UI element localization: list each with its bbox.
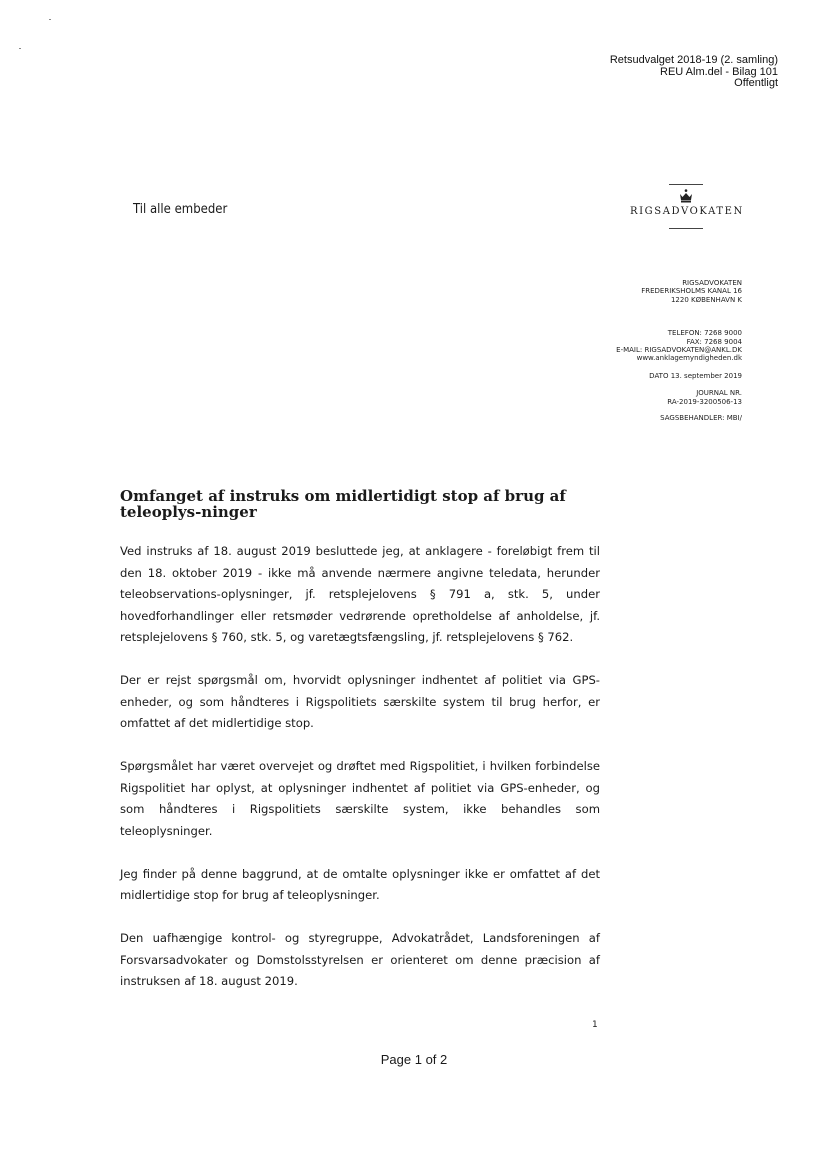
paragraph: Jeg finder på denne baggrund, at de omtalte oplysninger ikke er omfattet af det midlertidige stop for brug af teleoplysninger.	[120, 866, 600, 902]
logo	[630, 184, 742, 229]
case-handler: SAGSBEHANDLER: MBI/	[660, 414, 742, 423]
logo-name: RIGSADVOKATEN	[630, 206, 744, 217]
letter-date: DATO 13. september 2019	[649, 371, 742, 380]
corner-note-line: Offentligt	[734, 77, 778, 89]
page-number: 1	[592, 1020, 598, 1030]
sender-name: RIGSADVOKATEN	[682, 279, 742, 287]
recipient: Til alle embeder	[133, 202, 228, 217]
letter-body	[120, 541, 600, 1014]
sender-web: www.anklagemyndigheden.dk	[636, 354, 742, 363]
sender-email: E-MAIL: RIGSADVOKATEN@ANKL.DK	[616, 346, 742, 355]
sender-phone: TELEFON: 7268 9000	[667, 329, 742, 338]
letter-title: Omfanget af instruks om midlertidigt stop af brug af teleoplys-ninger	[120, 487, 566, 521]
sender-fax: FAX: 7268 9004	[686, 337, 742, 346]
paragraph: Den uafhængige kontrol- og styregruppe, Advokatrådet, Landsforeningen af Forsvarsadvokater og Domstolsstyrelsen er orienteret om denne præcision af instruksen af 18. august 2019.	[120, 931, 600, 988]
paragraph: Ved instruks af 18. august 2019 besluttede jeg, at anklagere - foreløbigt frem til den 18. oktober 2019 - ikke må anvende nærmere angivne teledata, herunder teleobservations-oplysninger, jf. retsplejelovens § 791 a, stk. 5, under hovedforhandlinger eller retsmøder vedrørende opretholdelse af anholdelse, jf. retsplejelovens § 760, stk. 5, og varetægtsfængsling, jf. retsplejelovens § 762.	[120, 544, 600, 644]
paragraph: Der er rejst spørgsmål om, hvorvidt oplysninger indhentet af politiet via GPS-enheder, og som håndteres i Rigspolitiets særskilte system til brug herfor, er omfattet af det midlertidige stop.	[120, 673, 600, 730]
journal-number: RA-2019-3200506-13	[667, 397, 742, 406]
journal-label: JOURNAL NR.	[696, 389, 742, 398]
sender-city: 1220 KØBENHAVN K	[670, 295, 742, 304]
page-footer: Page 1 of 2	[380, 1052, 448, 1067]
corner-note	[610, 55, 778, 90]
sender-block	[616, 279, 742, 422]
corner-note-line: Retsudvalget 2018-19 (2. samling)	[609, 54, 778, 66]
logo-divider	[669, 228, 703, 229]
logo-divider	[669, 184, 703, 185]
paragraph: Spørgsmålet har været overvejet og drøftet med Rigspolitiet, i hvilken forbindelse Rigspolitiet har oplyst, at oplysninger indhentet af politiet via GPS-enheder, og som håndteres i Rigspolitiets særskilte system, ikke behandles som teleoplysninger.	[120, 759, 600, 838]
sender-street: FREDERIKSHOLMS KANAL 16	[641, 287, 742, 296]
crown-icon	[678, 189, 694, 203]
corner-note-line: REU Alm.del - Bilag 101	[660, 65, 778, 78]
